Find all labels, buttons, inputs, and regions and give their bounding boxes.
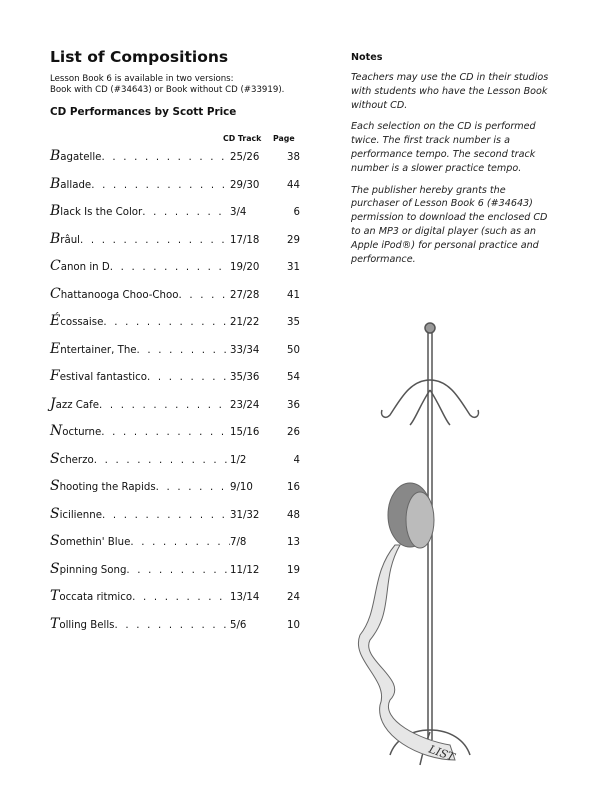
track-value: 15/16 bbox=[230, 427, 260, 438]
cd-track bbox=[230, 180, 280, 191]
composition-row bbox=[50, 478, 300, 506]
page-number: 48 bbox=[287, 509, 300, 521]
page-number: 29 bbox=[287, 234, 300, 246]
page-title: List of Compositions bbox=[50, 48, 229, 66]
composition-row bbox=[50, 588, 300, 616]
composition-title bbox=[50, 176, 91, 192]
title-text: olling Bells bbox=[59, 619, 115, 631]
composition-row bbox=[50, 176, 300, 204]
leader-dots bbox=[101, 152, 230, 163]
cd-track bbox=[230, 482, 280, 493]
track-value: 29/30 bbox=[230, 179, 260, 191]
composition-title bbox=[50, 368, 147, 384]
title-text: lack Is the Color bbox=[60, 207, 143, 218]
decorative-initial: S bbox=[50, 560, 60, 577]
leader-dots bbox=[91, 180, 230, 191]
composition-row bbox=[50, 533, 300, 561]
track-value: 27/28 bbox=[230, 289, 260, 301]
decorative-initial: F bbox=[50, 368, 60, 384]
track-value: 21/22 bbox=[230, 317, 260, 328]
page-number: 35 bbox=[287, 317, 300, 328]
composition-row bbox=[50, 231, 300, 259]
composition-row bbox=[50, 148, 300, 176]
decorative-initial: B bbox=[50, 175, 61, 192]
leader-dots bbox=[142, 207, 230, 218]
decorative-initial: T bbox=[50, 615, 60, 632]
composition-title bbox=[50, 396, 99, 412]
cd-track bbox=[230, 620, 280, 631]
page-number: 16 bbox=[287, 482, 300, 493]
track-value: 7/8 bbox=[230, 537, 247, 548]
composition-title bbox=[50, 258, 110, 274]
page-number: 24 bbox=[287, 592, 300, 603]
title-text: azz Cafe bbox=[55, 399, 100, 411]
cd-track bbox=[230, 537, 280, 548]
decorative-initial: S bbox=[50, 478, 60, 494]
leader-dots bbox=[178, 290, 230, 301]
title-text: cherzo bbox=[59, 454, 94, 466]
leader-dots bbox=[132, 592, 230, 603]
track-value: 3/4 bbox=[230, 207, 247, 218]
track-value: 19/20 bbox=[230, 262, 260, 273]
composition-title bbox=[50, 478, 156, 494]
intro-line: Book with CD (#34643) or Book without CD (#33919). bbox=[50, 85, 285, 95]
page-number: 36 bbox=[287, 399, 300, 411]
composition-row bbox=[50, 451, 300, 479]
decorative-initial: S bbox=[50, 505, 60, 522]
cd-track bbox=[230, 207, 280, 218]
title-text: octurne bbox=[62, 427, 102, 438]
track-column-header: CD Track bbox=[223, 134, 262, 143]
cd-track bbox=[230, 400, 280, 411]
composition-title bbox=[50, 506, 102, 522]
leader-dots bbox=[130, 537, 230, 548]
intro-text bbox=[50, 74, 300, 96]
track-value: 11/12 bbox=[230, 564, 260, 576]
decorative-initial: T bbox=[50, 588, 60, 604]
cd-track bbox=[230, 427, 280, 438]
track-value: 17/18 bbox=[230, 234, 260, 246]
cd-track bbox=[230, 290, 280, 301]
composition-title bbox=[50, 203, 142, 219]
cd-track bbox=[230, 235, 280, 246]
title-text: hattanooga Choo-Choo bbox=[60, 289, 179, 301]
title-text: allade bbox=[60, 179, 92, 191]
cd-track bbox=[230, 317, 280, 328]
track-value: 25/26 bbox=[230, 152, 260, 163]
page-number: 13 bbox=[287, 537, 300, 548]
page-column-header: Page bbox=[273, 134, 295, 143]
composition-title bbox=[50, 231, 80, 247]
page-number: 54 bbox=[287, 372, 300, 383]
composition-title bbox=[50, 148, 101, 164]
composition-title bbox=[50, 533, 130, 549]
decorative-initial: C bbox=[50, 258, 61, 274]
column-headers bbox=[50, 134, 300, 148]
title-text: anon in D bbox=[60, 262, 110, 273]
leader-dots bbox=[103, 317, 230, 328]
page-number: 41 bbox=[287, 289, 300, 301]
cd-track bbox=[230, 372, 280, 383]
track-value: 31/32 bbox=[230, 509, 260, 521]
composition-row bbox=[50, 561, 300, 589]
composition-row bbox=[50, 286, 300, 314]
composition-list bbox=[50, 148, 300, 643]
title-text: hooting the Rapids bbox=[59, 482, 156, 493]
composition-row bbox=[50, 396, 300, 424]
page-number: 19 bbox=[287, 564, 300, 576]
decorative-initial: É bbox=[50, 313, 61, 329]
composition-title bbox=[50, 561, 126, 577]
composition-title bbox=[50, 286, 178, 302]
notes-column bbox=[351, 52, 556, 274]
cd-track bbox=[230, 262, 280, 273]
decorative-initial: C bbox=[50, 285, 61, 302]
coat-rack-illustration bbox=[350, 320, 510, 770]
page-number: 31 bbox=[287, 262, 300, 273]
leader-dots bbox=[102, 510, 230, 521]
title-text: cossaise bbox=[60, 317, 104, 328]
cd-track bbox=[230, 592, 280, 603]
title-text: omethin' Blue bbox=[59, 537, 131, 548]
track-value: 9/10 bbox=[230, 482, 253, 493]
cd-track bbox=[230, 345, 280, 356]
leader-dots bbox=[126, 565, 230, 576]
title-text: occata ritmico bbox=[59, 592, 133, 603]
page-number: 44 bbox=[287, 179, 300, 191]
cd-track bbox=[230, 152, 280, 163]
composition-row bbox=[50, 616, 300, 644]
title-text: ntertainer, The bbox=[60, 344, 137, 356]
page-number: 6 bbox=[293, 207, 300, 218]
composition-row bbox=[50, 506, 300, 534]
track-value: 1/2 bbox=[230, 454, 247, 466]
leader-dots bbox=[101, 427, 230, 438]
composition-row bbox=[50, 203, 300, 231]
decorative-initial: E bbox=[50, 340, 61, 357]
composition-title bbox=[50, 341, 137, 357]
section-subheading: CD Performances by Scott Price bbox=[50, 106, 237, 118]
leader-dots bbox=[114, 620, 230, 631]
decorative-initial: B bbox=[50, 230, 61, 247]
track-value: 23/24 bbox=[230, 399, 260, 411]
cd-track bbox=[230, 455, 280, 466]
composition-row bbox=[50, 258, 300, 286]
composition-row bbox=[50, 313, 300, 341]
composition-title bbox=[50, 616, 114, 632]
composition-title bbox=[50, 588, 132, 604]
page-number: 4 bbox=[293, 454, 300, 466]
title-text: râul bbox=[60, 234, 81, 246]
composition-title bbox=[50, 423, 101, 439]
composition-title bbox=[50, 313, 103, 329]
leader-dots bbox=[80, 235, 230, 246]
decorative-initial: S bbox=[50, 450, 60, 467]
ribbon-label: LIST bbox=[426, 742, 457, 764]
leader-dots bbox=[94, 455, 230, 466]
leader-dots bbox=[110, 262, 230, 273]
composition-row bbox=[50, 341, 300, 369]
cd-track bbox=[230, 565, 280, 576]
leader-dots bbox=[99, 400, 230, 411]
note-paragraph: Each selection on the CD is performed twice. The first track number is a performance tempo. The second track number is a slower practice tempo. bbox=[351, 121, 536, 174]
title-text: icilienne bbox=[59, 509, 102, 521]
decorative-initial: B bbox=[50, 203, 61, 219]
page-number: 50 bbox=[287, 344, 300, 356]
track-value: 33/34 bbox=[230, 344, 260, 356]
decorative-initial: S bbox=[50, 533, 60, 549]
cd-track bbox=[230, 510, 280, 521]
page-number: 38 bbox=[287, 152, 300, 163]
composition-row bbox=[50, 423, 300, 451]
title-text: estival fantastico bbox=[59, 372, 147, 383]
decorative-initial: N bbox=[50, 423, 63, 439]
title-text: pinning Song bbox=[59, 564, 127, 576]
composition-title bbox=[50, 451, 94, 467]
decorative-initial: J bbox=[50, 395, 56, 412]
composition-row bbox=[50, 368, 300, 396]
title-text: agatelle bbox=[60, 152, 102, 163]
compositions-column bbox=[50, 48, 300, 643]
leader-dots bbox=[147, 372, 230, 383]
page-number: 26 bbox=[287, 427, 300, 438]
leader-dots bbox=[137, 345, 230, 356]
page-number: 10 bbox=[287, 619, 300, 631]
leader-dots bbox=[156, 482, 230, 493]
intro-line: Lesson Book 6 is available in two versions: bbox=[50, 74, 234, 84]
note-paragraph: The publisher hereby grants the purchaser of Lesson Book 6 (#34643) permission to download the enclosed CD to an MP3 or digital player (such as an Apple iPod®) for personal practice and performance. bbox=[351, 184, 548, 265]
track-value: 35/36 bbox=[230, 372, 260, 383]
track-value: 5/6 bbox=[230, 619, 247, 631]
decorative-initial: B bbox=[50, 148, 61, 164]
note-paragraph: Teachers may use the CD in their studios with students who have the Lesson Book without CD. bbox=[351, 72, 549, 111]
track-value: 13/14 bbox=[230, 592, 260, 603]
notes-heading: Notes bbox=[351, 52, 383, 63]
